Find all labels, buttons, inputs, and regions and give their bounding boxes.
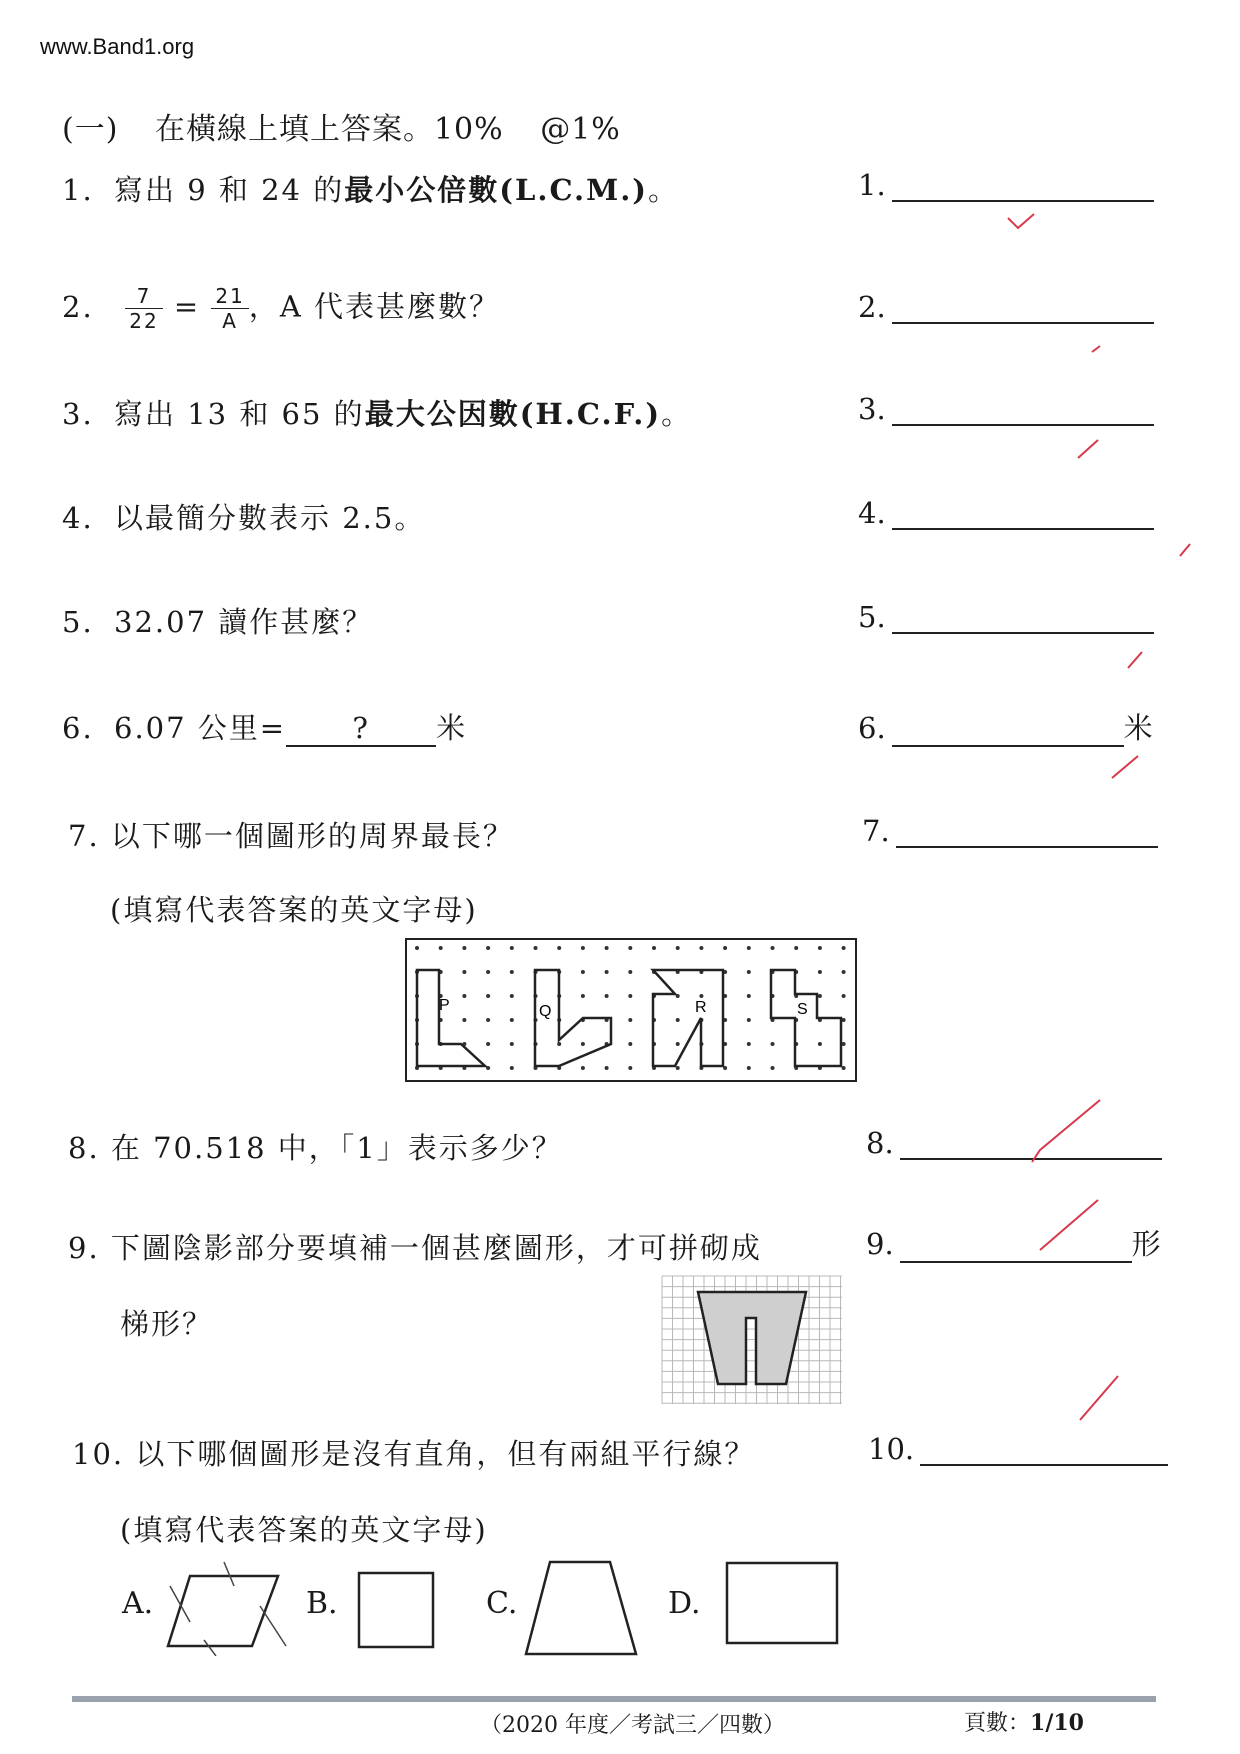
fraction: $\frac{7}{22}$ — [125, 284, 162, 333]
question-6: 6. 6.07 公里= ? 米 — [62, 711, 468, 745]
grid-dot — [771, 946, 775, 950]
grid-dot — [818, 994, 822, 998]
grid-dot — [510, 994, 514, 998]
check-mark — [1008, 214, 1034, 228]
option-d-rectangle — [724, 1560, 840, 1646]
grid-dot — [486, 994, 490, 998]
question-5: 5. 32.07 讀作甚麼？ — [62, 605, 374, 639]
section-marks: @1% — [540, 112, 621, 147]
grid-dot — [676, 1066, 680, 1070]
grid-dot — [628, 994, 632, 998]
dot-grid-figure — [405, 938, 857, 1082]
option-d-label: D. — [668, 1586, 701, 1621]
grid-dot — [628, 1042, 632, 1046]
grid-dot — [818, 1042, 822, 1046]
check-mark — [1128, 652, 1142, 668]
grid-dot — [676, 946, 680, 950]
grid-dot — [747, 1066, 751, 1070]
grid-dot — [581, 994, 585, 998]
check-mark — [1092, 346, 1100, 352]
answer-line[interactable] — [920, 1436, 1168, 1466]
grid-dot — [628, 1066, 632, 1070]
grid-dot — [462, 970, 466, 974]
grid-dot — [628, 1018, 632, 1022]
check-mark — [1080, 1376, 1118, 1420]
question-9-line2: 梯形？ — [120, 1307, 214, 1341]
question-3: 3. 寫出 13 和 65 的最大公因數(H.C.F.)。 — [62, 397, 693, 431]
grid-dot — [699, 994, 703, 998]
grid-dot — [771, 1066, 775, 1070]
grid-dot — [605, 1066, 609, 1070]
grid-dot — [747, 1018, 751, 1022]
footer-exam-info: （2020 年度／考試三／四數） — [480, 1713, 785, 1738]
grid-dot — [605, 946, 609, 950]
question-8: 8. 在 70.518 中，「1」表示多少？ — [68, 1131, 563, 1165]
answer-line[interactable] — [892, 396, 1154, 426]
option-c-label: C. — [486, 1586, 518, 1621]
answer-1: 1. — [858, 168, 1154, 202]
grid-dot — [842, 994, 846, 998]
grid-dot — [605, 994, 609, 998]
section-label: (一) — [62, 112, 119, 147]
check-mark — [1078, 440, 1098, 458]
grid-dot — [747, 994, 751, 998]
answer-line[interactable] — [892, 294, 1154, 324]
grid-dot — [771, 1042, 775, 1046]
check-mark — [1180, 544, 1190, 556]
grid-dot — [628, 946, 632, 950]
grid-dot — [462, 946, 466, 950]
answer-line[interactable] — [892, 717, 1124, 747]
grid-dot — [676, 1018, 680, 1022]
answer-6: 6. 米 — [858, 711, 1153, 745]
grid-dot — [510, 970, 514, 974]
option-c-trapezoid — [522, 1558, 640, 1658]
grid-dot — [510, 1018, 514, 1022]
grid-dot — [747, 946, 751, 950]
grid-dot — [510, 1066, 514, 1070]
question-1: 1. 寫出 9 和 24 的最小公倍數(L.C.M.)。 — [62, 173, 680, 207]
grid-dot — [794, 946, 798, 950]
shape-r — [653, 970, 723, 1066]
answer-line[interactable] — [892, 172, 1154, 202]
grid-dot — [486, 1042, 490, 1046]
footer-page-number: 頁數：1/10 — [964, 1710, 1084, 1736]
site-url: www.Band1.org — [40, 34, 195, 59]
option-b-label: B. — [306, 1586, 338, 1621]
grid-dot — [723, 946, 727, 950]
answer-line[interactable] — [900, 1130, 1162, 1160]
grid-dot — [652, 946, 656, 950]
answer-line[interactable] — [900, 1233, 1132, 1263]
grid-dot — [510, 946, 514, 950]
answer-2: 2. — [858, 290, 1154, 324]
question-7: 7. 以下哪一個圖形的周界最長？ — [68, 819, 514, 853]
inline-blank: ? — [286, 711, 436, 747]
grid-dot — [628, 970, 632, 974]
grid-dot — [534, 946, 538, 950]
grid-dot — [581, 946, 585, 950]
answer-4: 4. — [858, 496, 1154, 530]
shape-label-s: S — [797, 1001, 808, 1018]
question-4: 4. 以最簡分數表示 2.5。 — [62, 501, 426, 535]
grid-dot — [439, 946, 443, 950]
check-mark — [1112, 756, 1138, 778]
grid-dot — [415, 946, 419, 950]
grid-dot — [462, 1018, 466, 1022]
option-b-square — [356, 1570, 436, 1650]
question-2: 2. $\frac{7}{22}$ = $\frac{21}{A}$ ，A 代表甚麼數？ — [62, 284, 501, 333]
question-10: 10. 以下哪個圖形是沒有直角，但有兩組平行線？ — [72, 1437, 756, 1471]
shape-label-r: R — [695, 999, 707, 1016]
trapezoid-grid-figure — [658, 1274, 846, 1406]
answer-8: 8. — [866, 1126, 1162, 1160]
answer-line[interactable] — [896, 818, 1158, 848]
grid-dot — [605, 970, 609, 974]
grid-dot — [581, 1066, 585, 1070]
option-a-label: A. — [122, 1586, 154, 1621]
grid-dot — [676, 1042, 680, 1046]
grid-dot — [510, 1042, 514, 1046]
answer-10: 10. — [868, 1432, 1168, 1466]
grid-dot — [486, 1018, 490, 1022]
question-7-instruction: (填寫代表答案的英文字母) — [110, 893, 478, 927]
grid-dot — [699, 946, 703, 950]
section-title — [62, 104, 647, 148]
answer-line[interactable] — [892, 500, 1154, 530]
answer-9: 9. 形 — [866, 1227, 1161, 1261]
grid-dot — [486, 970, 490, 974]
grid-dot — [747, 970, 751, 974]
grid-dot — [818, 970, 822, 974]
answer-line[interactable] — [892, 604, 1154, 634]
option-a-parallelogram — [160, 1556, 292, 1656]
fraction: $\frac{21}{A}$ — [211, 284, 248, 333]
grid-dot — [842, 946, 846, 950]
shape-label-p: P — [439, 997, 450, 1014]
shaded-shape — [698, 1292, 806, 1384]
shape-label-q: Q — [539, 1003, 552, 1020]
question-10-instruction: (填寫代表答案的英文字母) — [120, 1513, 488, 1547]
grid-dot — [581, 970, 585, 974]
answer-7: 7. — [862, 814, 1158, 848]
grid-dot — [842, 970, 846, 974]
grid-dot — [486, 946, 490, 950]
footer-rule — [72, 1696, 1156, 1702]
grid-dot — [462, 994, 466, 998]
grid-dot — [818, 946, 822, 950]
shape-p — [417, 970, 485, 1066]
grid-dot — [747, 1042, 751, 1046]
grid-dot — [581, 1042, 585, 1046]
answer-3: 3. — [858, 392, 1154, 426]
question-9: 9. 下圖陰影部分要填補一個甚麼圖形，才可拼砌成 — [68, 1231, 762, 1265]
section-heading: 在橫線上填上答案。10% — [154, 112, 504, 147]
shape-s — [771, 970, 841, 1066]
grid-dot — [557, 946, 561, 950]
answer-5: 5. — [858, 600, 1154, 634]
